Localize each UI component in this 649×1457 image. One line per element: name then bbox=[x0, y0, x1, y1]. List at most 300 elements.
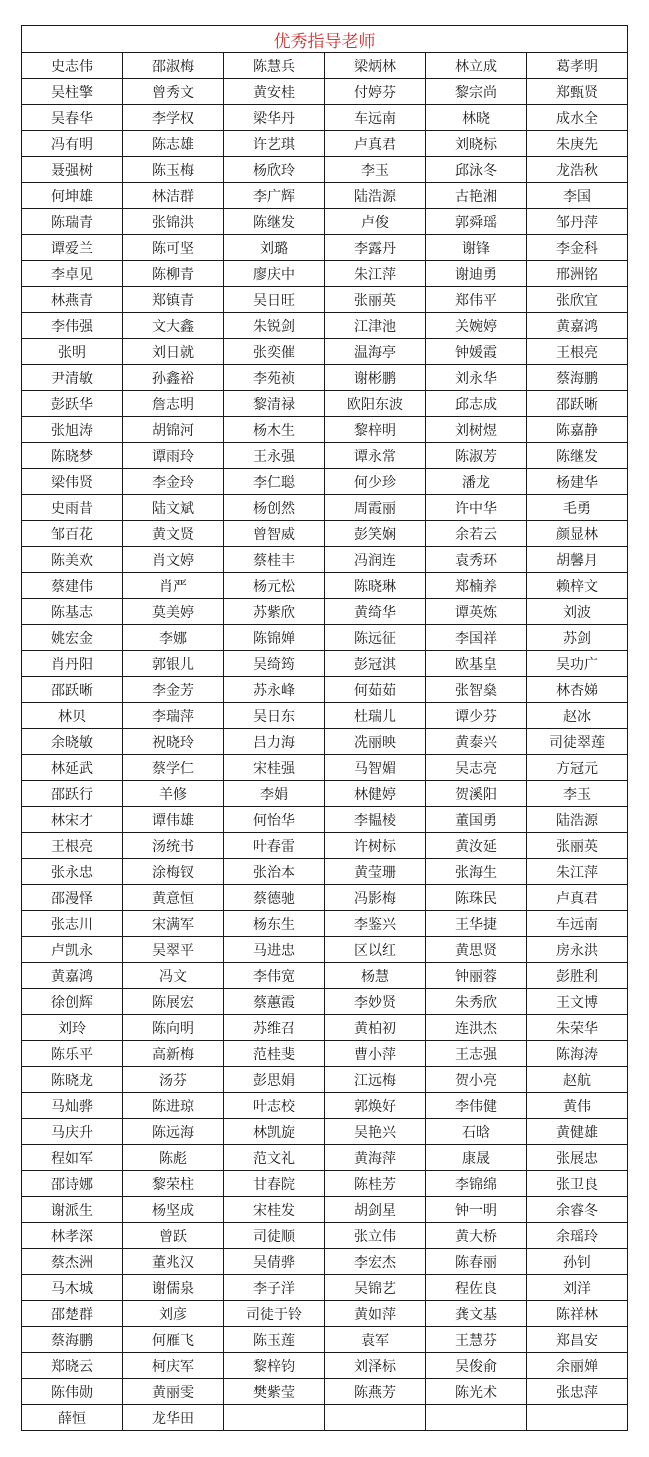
teacher-name-cell: 王文博 bbox=[527, 989, 628, 1015]
teacher-name-cell: 李国祥 bbox=[426, 625, 527, 651]
teacher-name-cell: 李国 bbox=[527, 183, 628, 209]
teacher-name-cell: 董兆汉 bbox=[123, 1249, 224, 1275]
teacher-name-cell: 车远南 bbox=[325, 105, 426, 131]
teacher-name-cell: 史雨昔 bbox=[22, 495, 123, 521]
teacher-name-cell: 甘春院 bbox=[224, 1171, 325, 1197]
teacher-name-cell: 吴艳兴 bbox=[325, 1119, 426, 1145]
teacher-name-cell: 余瑶玲 bbox=[527, 1223, 628, 1249]
teacher-name-cell: 肖文婷 bbox=[123, 547, 224, 573]
teacher-name-cell: 郑昌安 bbox=[527, 1327, 628, 1353]
table-row bbox=[22, 1041, 628, 1067]
teacher-name-cell: 李露丹 bbox=[325, 235, 426, 261]
teacher-name-cell: 刘波 bbox=[527, 599, 628, 625]
teacher-name-cell: 张卫良 bbox=[527, 1171, 628, 1197]
teacher-name-cell: 郭舜瑶 bbox=[426, 209, 527, 235]
table-row bbox=[22, 781, 628, 807]
title-row bbox=[22, 26, 628, 53]
teacher-name-cell: 邵淑梅 bbox=[123, 53, 224, 79]
teacher-name-cell: 李卓见 bbox=[22, 261, 123, 287]
teacher-name-cell: 孙鑫裕 bbox=[123, 365, 224, 391]
table-row bbox=[22, 651, 628, 677]
teacher-name-cell: 孙钊 bbox=[527, 1249, 628, 1275]
teacher-name-cell: 朱荣华 bbox=[527, 1015, 628, 1041]
teacher-name-cell: 李韫棱 bbox=[325, 807, 426, 833]
teacher-name-cell: 余若云 bbox=[426, 521, 527, 547]
teacher-name-cell: 姚宏金 bbox=[22, 625, 123, 651]
teacher-name-cell: 邱泳冬 bbox=[426, 157, 527, 183]
teacher-name-cell: 马进忠 bbox=[224, 937, 325, 963]
table-row bbox=[22, 339, 628, 365]
teacher-name-cell: 肖严 bbox=[123, 573, 224, 599]
teacher-name-cell: 朱秀欣 bbox=[426, 989, 527, 1015]
teacher-name-cell: 李伟健 bbox=[426, 1093, 527, 1119]
table-row bbox=[22, 911, 628, 937]
teacher-name-cell: 王永强 bbox=[224, 443, 325, 469]
teacher-name-cell: 许艺琪 bbox=[224, 131, 325, 157]
teacher-name-cell: 黄嘉鸿 bbox=[22, 963, 123, 989]
teacher-name-cell: 李金科 bbox=[527, 235, 628, 261]
teacher-name-cell: 李广辉 bbox=[224, 183, 325, 209]
table-row bbox=[22, 1093, 628, 1119]
teacher-name-cell: 余睿冬 bbox=[527, 1197, 628, 1223]
table-row bbox=[22, 209, 628, 235]
teacher-name-cell: 余晓敏 bbox=[22, 729, 123, 755]
teacher-name-cell: 程佐良 bbox=[426, 1275, 527, 1301]
teacher-name-cell: 司徒翠莲 bbox=[527, 729, 628, 755]
teacher-name-cell: 杨创然 bbox=[224, 495, 325, 521]
teacher-name-cell: 冯文 bbox=[123, 963, 224, 989]
teacher-name-cell: 江津池 bbox=[325, 313, 426, 339]
teacher-name-cell: 梁华丹 bbox=[224, 105, 325, 131]
teacher-name-cell: 成水全 bbox=[527, 105, 628, 131]
teacher-name-cell: 李学权 bbox=[123, 105, 224, 131]
teacher-name-cell: 陈珠民 bbox=[426, 885, 527, 911]
table-row bbox=[22, 391, 628, 417]
teacher-name-cell: 杨慧 bbox=[325, 963, 426, 989]
teacher-name-cell: 张丽英 bbox=[527, 833, 628, 859]
teacher-name-cell: 龙浩秋 bbox=[527, 157, 628, 183]
teacher-name-cell: 彭跃华 bbox=[22, 391, 123, 417]
teacher-name-cell: 郭银儿 bbox=[123, 651, 224, 677]
table-row bbox=[22, 703, 628, 729]
teacher-name-cell: 陈展宏 bbox=[123, 989, 224, 1015]
teacher-name-cell: 谢派生 bbox=[22, 1197, 123, 1223]
teacher-name-cell: 郑甄贤 bbox=[527, 79, 628, 105]
teacher-name-cell: 梁伟贤 bbox=[22, 469, 123, 495]
teacher-name-cell: 钟一明 bbox=[426, 1197, 527, 1223]
teacher-table-body bbox=[22, 26, 628, 1431]
teacher-name-cell: 杨欣玲 bbox=[224, 157, 325, 183]
teacher-name-cell: 欧基皇 bbox=[426, 651, 527, 677]
teacher-name-cell: 苏维召 bbox=[224, 1015, 325, 1041]
teacher-name-cell: 张旭涛 bbox=[22, 417, 123, 443]
teacher-name-cell bbox=[224, 1405, 325, 1431]
teacher-name-cell: 邱志成 bbox=[426, 391, 527, 417]
teacher-name-cell: 史志伟 bbox=[22, 53, 123, 79]
teacher-name-cell: 陈海涛 bbox=[527, 1041, 628, 1067]
teacher-name-cell: 刘永华 bbox=[426, 365, 527, 391]
teacher-name-cell: 区以红 bbox=[325, 937, 426, 963]
teacher-name-cell: 陈基志 bbox=[22, 599, 123, 625]
teacher-name-cell: 张立伟 bbox=[325, 1223, 426, 1249]
teacher-name-cell: 贺小亮 bbox=[426, 1067, 527, 1093]
teacher-name-cell: 陈慧兵 bbox=[224, 53, 325, 79]
teacher-name-cell: 赵航 bbox=[527, 1067, 628, 1093]
teacher-name-cell: 刘树煜 bbox=[426, 417, 527, 443]
teacher-name-cell: 林延武 bbox=[22, 755, 123, 781]
teacher-name-cell: 谭永常 bbox=[325, 443, 426, 469]
teacher-name-cell: 古艳湘 bbox=[426, 183, 527, 209]
teacher-name-cell: 曾智威 bbox=[224, 521, 325, 547]
teacher-name-cell: 尹清敏 bbox=[22, 365, 123, 391]
teacher-name-cell: 杜瑞儿 bbox=[325, 703, 426, 729]
teacher-name-cell: 聂强树 bbox=[22, 157, 123, 183]
teacher-name-cell: 蔡海鹏 bbox=[527, 365, 628, 391]
teacher-name-cell: 温海亭 bbox=[325, 339, 426, 365]
teacher-name-cell: 邹丹萍 bbox=[527, 209, 628, 235]
teacher-name-cell: 杨木生 bbox=[224, 417, 325, 443]
teacher-name-cell: 冯有明 bbox=[22, 131, 123, 157]
teacher-name-cell: 何雁飞 bbox=[123, 1327, 224, 1353]
teacher-name-cell: 何茹茹 bbox=[325, 677, 426, 703]
table-row bbox=[22, 1145, 628, 1171]
teacher-name-cell: 郭焕好 bbox=[325, 1093, 426, 1119]
teacher-name-cell: 曾跃 bbox=[123, 1223, 224, 1249]
teacher-name-cell: 涂梅钗 bbox=[123, 859, 224, 885]
teacher-name-cell: 何怡华 bbox=[224, 807, 325, 833]
teacher-name-cell: 卢真君 bbox=[527, 885, 628, 911]
teacher-name-cell: 彭胜利 bbox=[527, 963, 628, 989]
table-row bbox=[22, 1301, 628, 1327]
teacher-name-cell: 吴绮筠 bbox=[224, 651, 325, 677]
teacher-name-cell: 王志强 bbox=[426, 1041, 527, 1067]
teacher-name-cell: 邵漫怿 bbox=[22, 885, 123, 911]
teacher-name-cell: 张锦洪 bbox=[123, 209, 224, 235]
teacher-name-cell: 谭英炼 bbox=[426, 599, 527, 625]
table-row bbox=[22, 989, 628, 1015]
table-row bbox=[22, 495, 628, 521]
table-row bbox=[22, 1067, 628, 1093]
teacher-name-cell: 詹志明 bbox=[123, 391, 224, 417]
teacher-name-cell: 许中华 bbox=[426, 495, 527, 521]
teacher-name-cell: 苏永峰 bbox=[224, 677, 325, 703]
teacher-name-cell: 郑晓云 bbox=[22, 1353, 123, 1379]
teacher-name-cell: 刘璐 bbox=[224, 235, 325, 261]
teacher-name-cell: 李娜 bbox=[123, 625, 224, 651]
teacher-name-cell: 陈可坚 bbox=[123, 235, 224, 261]
table-row bbox=[22, 729, 628, 755]
teacher-name-cell: 陈美欢 bbox=[22, 547, 123, 573]
teacher-name-cell: 郑楠养 bbox=[426, 573, 527, 599]
teacher-name-cell: 林贝 bbox=[22, 703, 123, 729]
teacher-name-cell: 宋桂发 bbox=[224, 1197, 325, 1223]
teacher-name-cell: 冯影梅 bbox=[325, 885, 426, 911]
teacher-name-cell: 黄汝延 bbox=[426, 833, 527, 859]
teacher-name-cell: 谢锋 bbox=[426, 235, 527, 261]
teacher-name-cell: 陈志雄 bbox=[123, 131, 224, 157]
table-row bbox=[22, 573, 628, 599]
teacher-name-cell: 杨坚成 bbox=[123, 1197, 224, 1223]
teacher-name-cell: 宋桂强 bbox=[224, 755, 325, 781]
teacher-name-cell: 李锦绵 bbox=[426, 1171, 527, 1197]
teacher-name-cell: 董国勇 bbox=[426, 807, 527, 833]
teacher-name-cell: 张治本 bbox=[224, 859, 325, 885]
teacher-name-cell: 陈锦婵 bbox=[224, 625, 325, 651]
teacher-name-cell: 谢迪勇 bbox=[426, 261, 527, 287]
table-row bbox=[22, 1249, 628, 1275]
table-row bbox=[22, 261, 628, 287]
teacher-name-cell: 陈继发 bbox=[527, 443, 628, 469]
teacher-name-cell: 黄伟 bbox=[527, 1093, 628, 1119]
teacher-name-cell: 谭爱兰 bbox=[22, 235, 123, 261]
teacher-name-cell bbox=[325, 1405, 426, 1431]
table-row bbox=[22, 755, 628, 781]
teacher-name-cell: 陈光术 bbox=[426, 1379, 527, 1405]
table-row bbox=[22, 833, 628, 859]
teacher-name-cell: 黄嘉鸿 bbox=[527, 313, 628, 339]
teacher-name-cell: 蔡蕙霞 bbox=[224, 989, 325, 1015]
teacher-name-cell: 石晗 bbox=[426, 1119, 527, 1145]
table-row bbox=[22, 105, 628, 131]
teacher-name-cell: 钟丽蓉 bbox=[426, 963, 527, 989]
teacher-name-cell: 赖梓文 bbox=[527, 573, 628, 599]
teacher-name-cell: 车远南 bbox=[527, 911, 628, 937]
teacher-name-cell: 陈春丽 bbox=[426, 1249, 527, 1275]
teacher-name-cell: 黄健雄 bbox=[527, 1119, 628, 1145]
teacher-name-cell: 邵跃晰 bbox=[22, 677, 123, 703]
teacher-name-cell: 陈继发 bbox=[224, 209, 325, 235]
teacher-name-cell: 张志川 bbox=[22, 911, 123, 937]
teacher-name-cell: 陈远征 bbox=[325, 625, 426, 651]
teacher-name-cell: 杨东生 bbox=[224, 911, 325, 937]
teacher-name-cell: 司徒于铃 bbox=[224, 1301, 325, 1327]
teacher-name-cell: 叶志校 bbox=[224, 1093, 325, 1119]
teacher-name-cell: 黄柏初 bbox=[325, 1015, 426, 1041]
teacher-name-cell: 宋满军 bbox=[123, 911, 224, 937]
teacher-name-cell: 李金芳 bbox=[123, 677, 224, 703]
table-row bbox=[22, 365, 628, 391]
teacher-name-cell: 陈嘉静 bbox=[527, 417, 628, 443]
teacher-name-cell: 李妙贤 bbox=[325, 989, 426, 1015]
teacher-name-cell: 陈桂芳 bbox=[325, 1171, 426, 1197]
teacher-name-cell: 李伟强 bbox=[22, 313, 123, 339]
teacher-name-cell: 李鉴兴 bbox=[325, 911, 426, 937]
table-row bbox=[22, 287, 628, 313]
teacher-name-cell: 杨元松 bbox=[224, 573, 325, 599]
teacher-name-cell: 刘晓标 bbox=[426, 131, 527, 157]
teacher-name-cell: 张永忠 bbox=[22, 859, 123, 885]
teacher-name-cell: 余丽婵 bbox=[527, 1353, 628, 1379]
teacher-name-cell: 邵跃行 bbox=[22, 781, 123, 807]
teacher-name-cell: 吴日旺 bbox=[224, 287, 325, 313]
table-row bbox=[22, 1405, 628, 1431]
teacher-name-cell: 连洪杰 bbox=[426, 1015, 527, 1041]
teacher-name-cell: 邵跃晰 bbox=[527, 391, 628, 417]
table-row bbox=[22, 1119, 628, 1145]
teacher-name-cell: 江远梅 bbox=[325, 1067, 426, 1093]
table-row bbox=[22, 53, 628, 79]
table-row bbox=[22, 885, 628, 911]
teacher-name-cell: 陈玉莲 bbox=[224, 1327, 325, 1353]
teacher-name-cell: 刘泽标 bbox=[325, 1353, 426, 1379]
teacher-name-cell: 林宋才 bbox=[22, 807, 123, 833]
teacher-name-cell: 黄泰兴 bbox=[426, 729, 527, 755]
teacher-name-cell: 胡馨月 bbox=[527, 547, 628, 573]
teacher-name-cell: 赵冰 bbox=[527, 703, 628, 729]
teacher-name-cell: 张忠萍 bbox=[527, 1379, 628, 1405]
teacher-name-cell: 陆浩源 bbox=[527, 807, 628, 833]
teacher-name-cell: 苏紫欣 bbox=[224, 599, 325, 625]
teacher-name-cell: 邵诗娜 bbox=[22, 1171, 123, 1197]
teacher-name-cell: 李金玲 bbox=[123, 469, 224, 495]
teacher-name-cell: 黄绮华 bbox=[325, 599, 426, 625]
teacher-name-cell: 康晟 bbox=[426, 1145, 527, 1171]
teacher-name-cell: 邵楚群 bbox=[22, 1301, 123, 1327]
teacher-name-cell: 吴功广 bbox=[527, 651, 628, 677]
teacher-name-cell: 陈晓琳 bbox=[325, 573, 426, 599]
teacher-name-cell: 吴锦艺 bbox=[325, 1275, 426, 1301]
table-row bbox=[22, 677, 628, 703]
table-row bbox=[22, 79, 628, 105]
teacher-name-cell: 刘洋 bbox=[527, 1275, 628, 1301]
teacher-name-cell: 龙华田 bbox=[123, 1405, 224, 1431]
teacher-name-cell: 胡剑星 bbox=[325, 1197, 426, 1223]
teacher-name-cell: 李苑祯 bbox=[224, 365, 325, 391]
table-row bbox=[22, 1327, 628, 1353]
table-row bbox=[22, 807, 628, 833]
teacher-name-cell: 冯润连 bbox=[325, 547, 426, 573]
teacher-name-cell: 朱江萍 bbox=[325, 261, 426, 287]
teacher-name-cell: 陈晓龙 bbox=[22, 1067, 123, 1093]
teacher-name-cell: 房永洪 bbox=[527, 937, 628, 963]
table-title: 优秀指导老师 bbox=[22, 26, 628, 53]
teacher-name-cell: 卢凯永 bbox=[22, 937, 123, 963]
teacher-name-cell: 司徒顺 bbox=[224, 1223, 325, 1249]
teacher-name-cell: 黄意恒 bbox=[123, 885, 224, 911]
teacher-name-cell: 蔡建伟 bbox=[22, 573, 123, 599]
teacher-name-cell: 蔡德驰 bbox=[224, 885, 325, 911]
teacher-name-cell: 陈向明 bbox=[123, 1015, 224, 1041]
teacher-name-cell: 彭笑娴 bbox=[325, 521, 426, 547]
teacher-name-cell: 潘龙 bbox=[426, 469, 527, 495]
teacher-name-cell: 文大鑫 bbox=[123, 313, 224, 339]
teacher-name-cell: 彭冠淇 bbox=[325, 651, 426, 677]
teacher-name-cell: 蔡学仁 bbox=[123, 755, 224, 781]
teacher-name-cell: 陈柳青 bbox=[123, 261, 224, 287]
teacher-name-cell: 范桂斐 bbox=[224, 1041, 325, 1067]
teacher-name-cell: 蔡海鹏 bbox=[22, 1327, 123, 1353]
teacher-name-cell: 张奕催 bbox=[224, 339, 325, 365]
table-row bbox=[22, 937, 628, 963]
teacher-table bbox=[21, 25, 628, 1431]
teacher-name-cell: 吴日东 bbox=[224, 703, 325, 729]
teacher-name-cell: 张欣宜 bbox=[527, 287, 628, 313]
teacher-name-cell: 欧阳东波 bbox=[325, 391, 426, 417]
teacher-name-cell: 陈伟勋 bbox=[22, 1379, 123, 1405]
teacher-name-cell: 吴志亮 bbox=[426, 755, 527, 781]
teacher-name-cell: 陈玉梅 bbox=[123, 157, 224, 183]
table-row bbox=[22, 521, 628, 547]
teacher-name-cell: 陈彪 bbox=[123, 1145, 224, 1171]
teacher-name-cell: 马木城 bbox=[22, 1275, 123, 1301]
teacher-name-cell: 谢彬鹏 bbox=[325, 365, 426, 391]
teacher-name-cell: 王根亮 bbox=[527, 339, 628, 365]
teacher-name-cell: 程如军 bbox=[22, 1145, 123, 1171]
table-row bbox=[22, 547, 628, 573]
teacher-name-cell: 朱江萍 bbox=[527, 859, 628, 885]
teacher-name-cell: 许树标 bbox=[325, 833, 426, 859]
teacher-name-cell: 苏剑 bbox=[527, 625, 628, 651]
teacher-name-cell: 曹小萍 bbox=[325, 1041, 426, 1067]
teacher-name-cell: 吴柱擎 bbox=[22, 79, 123, 105]
teacher-name-cell: 蔡杰洲 bbox=[22, 1249, 123, 1275]
teacher-name-cell: 张展忠 bbox=[527, 1145, 628, 1171]
teacher-name-cell: 林杏娣 bbox=[527, 677, 628, 703]
table-row bbox=[22, 1275, 628, 1301]
teacher-name-cell: 何坤雄 bbox=[22, 183, 123, 209]
teacher-name-cell: 何少珍 bbox=[325, 469, 426, 495]
teacher-name-cell: 贺溪阳 bbox=[426, 781, 527, 807]
teacher-name-cell: 谭少芬 bbox=[426, 703, 527, 729]
teacher-name-cell: 冼丽映 bbox=[325, 729, 426, 755]
teacher-name-cell: 蔡桂丰 bbox=[224, 547, 325, 573]
teacher-name-cell: 李玉 bbox=[325, 157, 426, 183]
teacher-name-cell: 黎梓明 bbox=[325, 417, 426, 443]
teacher-name-cell: 樊紫莹 bbox=[224, 1379, 325, 1405]
teacher-name-cell: 林健婷 bbox=[325, 781, 426, 807]
teacher-name-cell: 黄思贤 bbox=[426, 937, 527, 963]
teacher-name-cell: 范文礼 bbox=[224, 1145, 325, 1171]
teacher-name-cell: 李伟宽 bbox=[224, 963, 325, 989]
teacher-name-cell: 刘日就 bbox=[123, 339, 224, 365]
teacher-name-cell: 杨建华 bbox=[527, 469, 628, 495]
teacher-name-cell: 马智媚 bbox=[325, 755, 426, 781]
teacher-name-cell: 黄如萍 bbox=[325, 1301, 426, 1327]
table-row bbox=[22, 625, 628, 651]
teacher-name-cell: 吴翠平 bbox=[123, 937, 224, 963]
table-row bbox=[22, 1197, 628, 1223]
teacher-name-cell: 林洁群 bbox=[123, 183, 224, 209]
teacher-name-cell: 葛孝明 bbox=[527, 53, 628, 79]
teacher-name-cell: 陆文斌 bbox=[123, 495, 224, 521]
teacher-name-cell: 张智燊 bbox=[426, 677, 527, 703]
teacher-name-cell: 郑伟平 bbox=[426, 287, 527, 313]
teacher-name-cell: 汤统书 bbox=[123, 833, 224, 859]
table-row bbox=[22, 1223, 628, 1249]
table-row bbox=[22, 1015, 628, 1041]
teacher-name-cell: 柯庆军 bbox=[123, 1353, 224, 1379]
teacher-name-cell: 李娟 bbox=[224, 781, 325, 807]
teacher-name-cell: 王根亮 bbox=[22, 833, 123, 859]
teacher-name-cell: 付婷芬 bbox=[325, 79, 426, 105]
teacher-name-cell: 黄丽雯 bbox=[123, 1379, 224, 1405]
teacher-name-cell: 邹百花 bbox=[22, 521, 123, 547]
teacher-name-cell: 邢洲铭 bbox=[527, 261, 628, 287]
table-row bbox=[22, 131, 628, 157]
teacher-name-cell: 谭雨玲 bbox=[123, 443, 224, 469]
teacher-name-cell: 梁炳林 bbox=[325, 53, 426, 79]
teacher-name-cell: 汤芬 bbox=[123, 1067, 224, 1093]
teacher-name-cell: 谭伟雄 bbox=[123, 807, 224, 833]
teacher-name-cell: 关婉婷 bbox=[426, 313, 527, 339]
teacher-name-cell: 薛恒 bbox=[22, 1405, 123, 1431]
teacher-name-cell: 黄大桥 bbox=[426, 1223, 527, 1249]
teacher-name-cell: 卢真君 bbox=[325, 131, 426, 157]
teacher-name-cell: 祝晓玲 bbox=[123, 729, 224, 755]
teacher-name-cell bbox=[426, 1405, 527, 1431]
teacher-name-cell: 李玉 bbox=[527, 781, 628, 807]
teacher-name-cell: 陈乐平 bbox=[22, 1041, 123, 1067]
